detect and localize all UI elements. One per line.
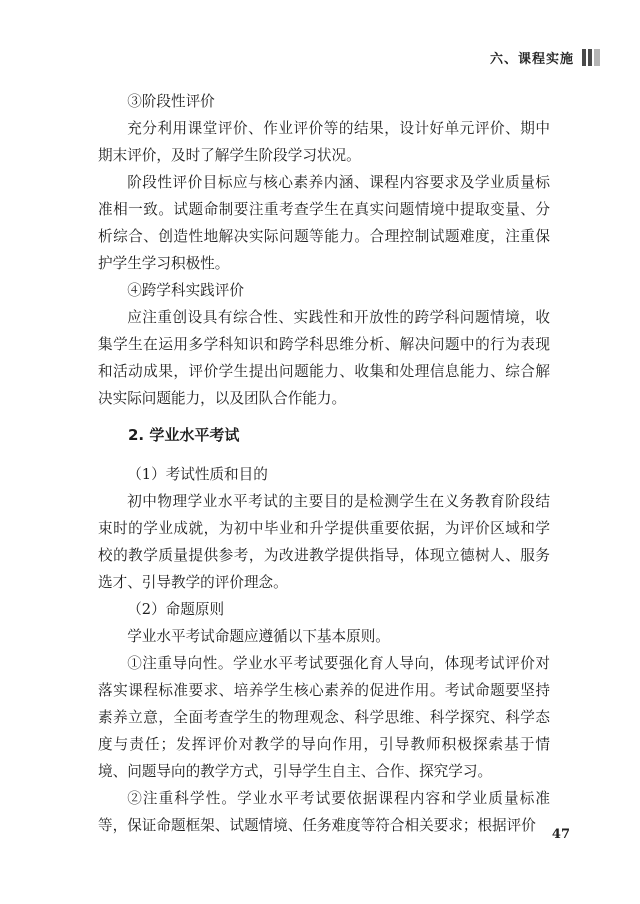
subheading-interdisciplinary-evaluation: ④跨学科实践评价: [127, 282, 244, 299]
body-text: [98, 88, 550, 839]
paragraph: 初中物理学业水平考试的主要目的是检测学生在义务教育阶段结束时的学业成就，为初中毕业和升学提供重要依据，为评价区域和学校的教学质量提供参考，为改进教学提供指导，体现立德树人、服务选才、引导教学的评价理念。: [98, 493, 550, 591]
paragraph: 充分利用课堂评价、作业评价等的结果，设计好单元评价、期中期末评价，及时了解学生阶段学习状况。: [98, 120, 550, 164]
paragraph: 阶段性评价目标应与核心素养内涵、课程内容要求及学业质量标准相一致。试题命制要注重考查学生在真实问题情境中提取变量、分析综合、创造性地解决实际问题等能力。合理控制试题难度，注重保护学生学习积极性。: [98, 174, 550, 272]
header-bar: [582, 49, 586, 66]
subheading-principles: （2）命题原则: [127, 601, 225, 618]
paragraph: ①注重导向性。学业水平考试要强化育人导向，体现考试评价对落实课程标准要求、培养学生核心素养的促进作用。考试命题要坚持素养立意，全面考查学生的物理观念、科学思维、科学探究、科学态度与责任；发挥评价对教学的导向作用，引导教师积极探索基于情境、问题导向的教学方式，引导学生自主、合作、探究学习。: [98, 655, 550, 780]
header-bar: [588, 49, 592, 66]
paragraph: ②注重科学性。学业水平考试要依据课程内容和学业质量标准等，保证命题框架、试题情境、任务难度等符合相关要求；根据评价: [98, 790, 550, 834]
paragraph: 应注重创设具有综合性、实践性和开放性的跨学科问题情境，收集学生在运用多学科知识和跨学科思维分析、解决问题中的行为表现和活动成果，评价学生提出问题能力、收集和处理信息能力、综合解决实际问题能力，以及团队合作能力。: [98, 309, 550, 407]
paragraph: 学业水平考试命题应遵循以下基本原则。: [127, 628, 390, 645]
page-number: 47: [551, 827, 570, 842]
header-title: 六、课程实施: [489, 52, 574, 67]
running-header: [490, 48, 600, 67]
header-marker-bars: [580, 49, 600, 66]
subheading-stage-evaluation: ③阶段性评价: [127, 93, 215, 110]
header-bar: [594, 49, 600, 66]
subheading-exam-nature: （1）考试性质和目的: [127, 466, 268, 483]
section-heading-exam: 2. 学业水平考试: [128, 426, 240, 444]
